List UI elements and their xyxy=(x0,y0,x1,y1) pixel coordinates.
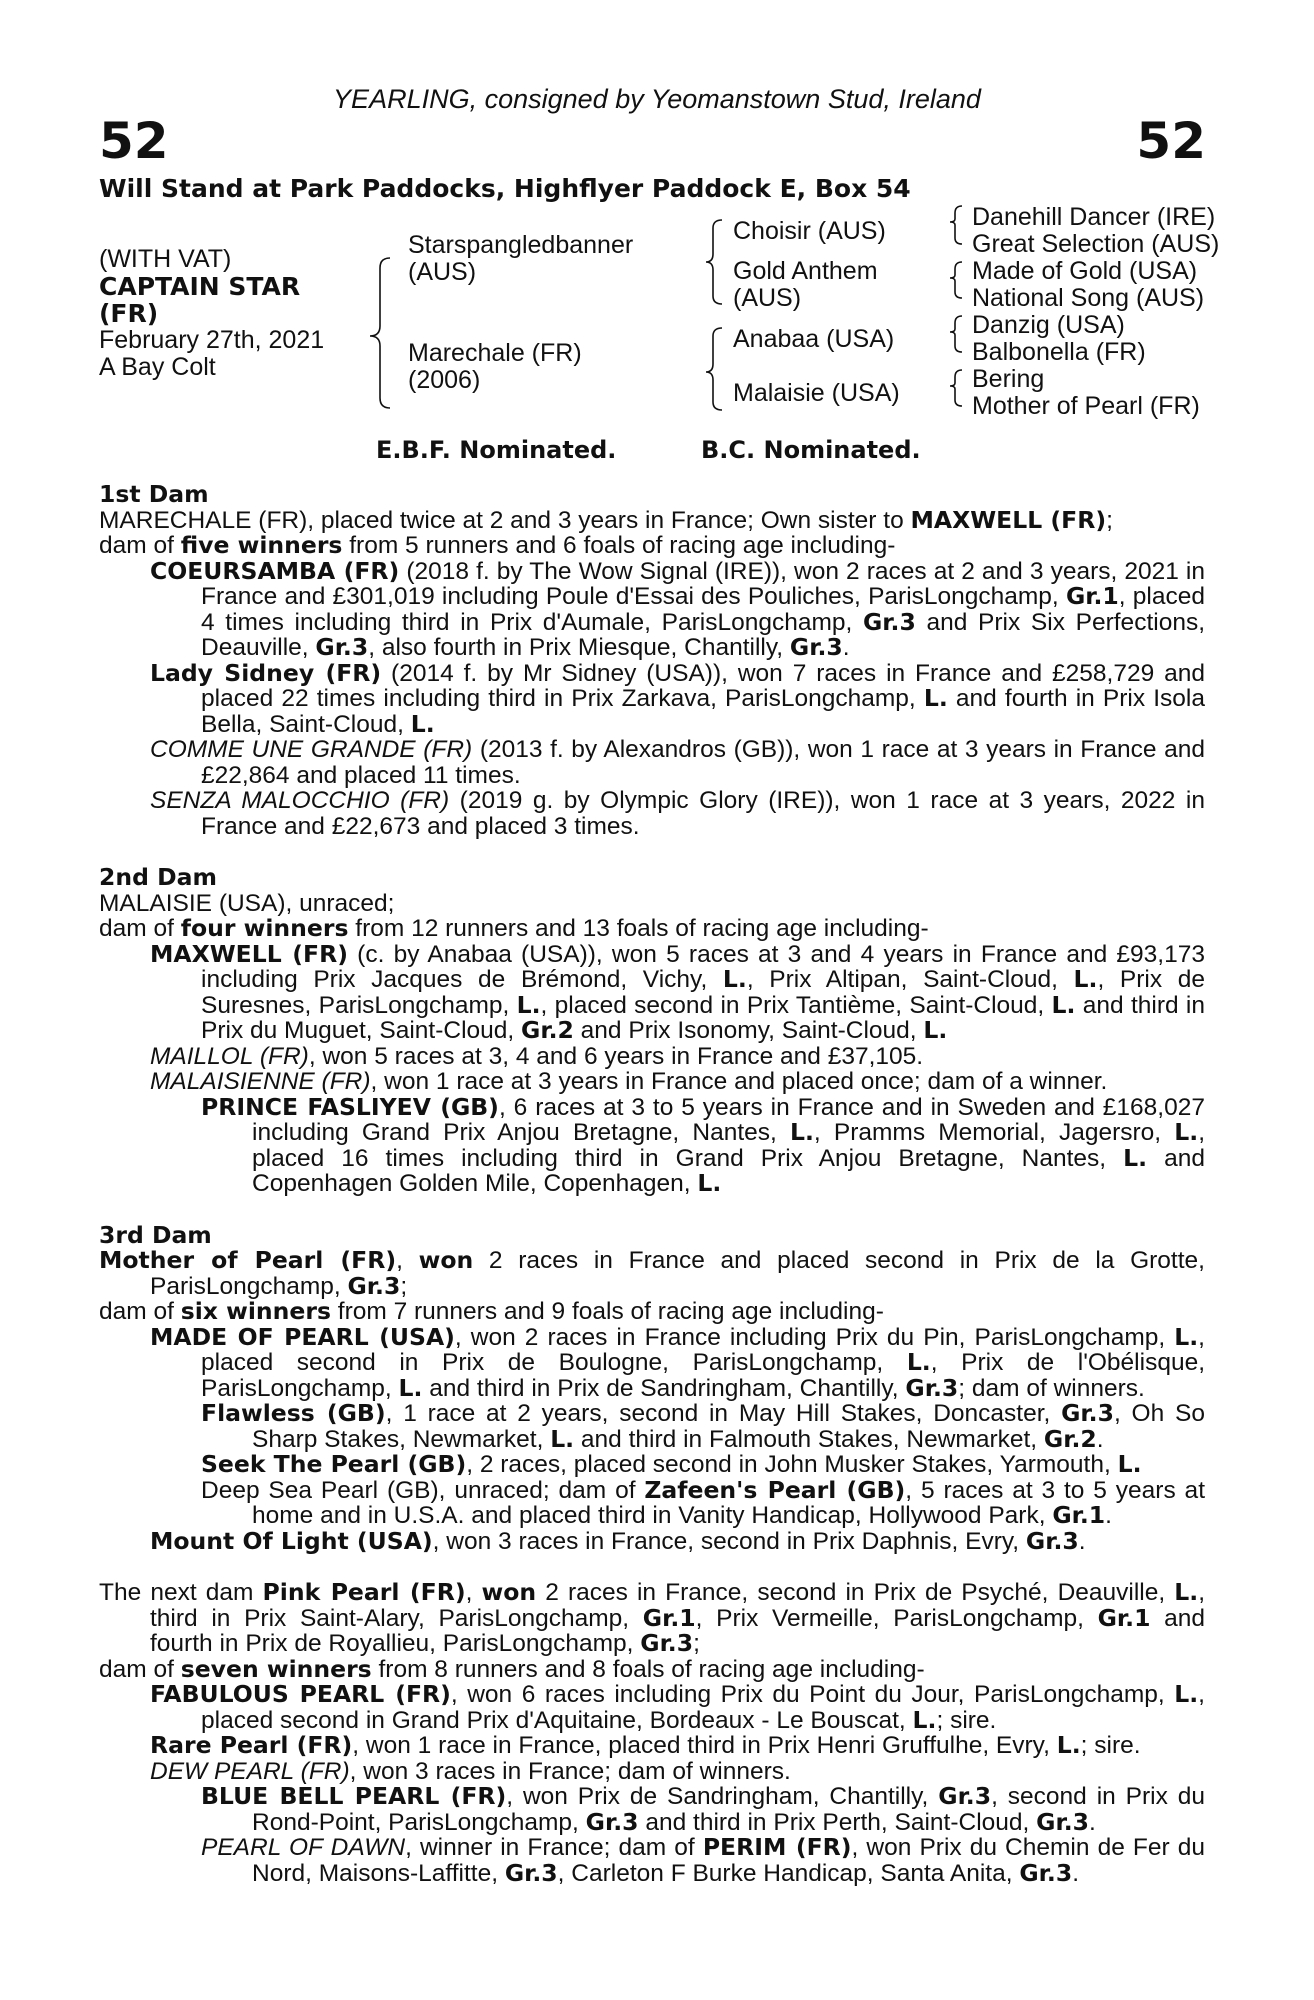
produce-entry xyxy=(201,1092,1206,1197)
bold-run: L. xyxy=(516,990,541,1019)
bold-run: L. xyxy=(697,1169,722,1197)
text-run: and third in Prix de Sandringham, Chantilly, xyxy=(422,1374,906,1402)
bold-run: Flawless (GB) xyxy=(201,1399,386,1427)
bold-run: L. xyxy=(1117,1450,1142,1478)
bold-run: Gr.1 xyxy=(642,1603,696,1632)
text-run: , won 1 race at 3 years in France and placed once; dam of a winner. xyxy=(370,1068,1108,1095)
second-dam-section xyxy=(99,865,1205,1197)
bold-run: L. xyxy=(410,709,435,738)
italic-run: COMME UNE GRANDE (FR) xyxy=(150,736,473,763)
section-heading: 1st Dam xyxy=(99,480,209,508)
sire-dam-country: (AUS) xyxy=(733,284,802,312)
text-run: , 1 race at 2 years, second in May Hill Stakes, Doncaster, xyxy=(385,1400,1062,1427)
produce-entry xyxy=(201,1835,1205,1886)
text-run: , xyxy=(396,1247,419,1274)
text-run: . xyxy=(1072,1859,1079,1887)
bold-run: COEURSAMBA (FR) xyxy=(150,556,400,585)
text-run: . xyxy=(1105,1502,1112,1529)
produce-entry xyxy=(201,1475,1205,1529)
text-run: , won 3 races in France, second in Prix Daphnis, Evry, xyxy=(432,1527,1026,1555)
text-run: , placed second in Prix Tantième, Saint-Cloud, xyxy=(540,991,1052,1019)
bold-run: L. xyxy=(1174,1680,1199,1708)
text-run: . xyxy=(1089,1808,1096,1836)
text-run: , Prix Vermeille, ParisLongchamp, xyxy=(695,1604,1098,1632)
sire-dam-name: Gold Anthem xyxy=(733,257,878,285)
pedigree-dam-dam: Malaisie (USA) xyxy=(733,379,900,407)
text-run: , third in Prix Saint-Alary, ParisLongchamp, xyxy=(150,1579,1205,1632)
text-run: and Copenhagen Golden Mile, Copenhagen, xyxy=(252,1144,1205,1197)
bold-run: L. xyxy=(550,1424,575,1453)
text-run: and fourth in Prix de Royallieu, ParisLongchamp, xyxy=(150,1604,1205,1657)
text-run: and fourth in Prix Isola Bella, Saint-Cloud, xyxy=(201,685,1205,738)
g3-ancestor-7: Bering xyxy=(972,365,1045,393)
produce-list xyxy=(99,1322,1206,1555)
pedigree-sire-sire: Choisir (AUS) xyxy=(733,217,886,245)
text-run: 2 races in France, second in Prix de Psyché, Deauville, xyxy=(536,1579,1175,1606)
text-run: and third in Falmouth Stakes, Newmarket, xyxy=(574,1425,1044,1453)
italic-run: DEW PEARL (FR) xyxy=(150,1757,350,1785)
text-run: , Prix Altipan, Saint-Cloud, xyxy=(746,966,1074,993)
bold-run: L. xyxy=(906,1348,931,1376)
bold-run: Zafeen's Pearl (GB) xyxy=(644,1475,906,1504)
text-run: ; xyxy=(400,1272,408,1300)
text-run: (2014 f. by Mr Sidney (USA)), won 7 races in France and £258,729 and placed 22 times including third in Prix Zarkava, ParisLongchamp, xyxy=(201,659,1205,712)
g3-ancestor-8: Mother of Pearl (FR) xyxy=(972,392,1200,420)
bold-run: Gr.3 xyxy=(905,1373,959,1402)
bold-run: Pink Pearl (FR) xyxy=(262,1578,466,1606)
section-heading: 3rd Dam xyxy=(99,1220,212,1249)
g3-ancestor-4: National Song (AUS) xyxy=(972,284,1205,312)
g3-ancestor-6: Balbonella (FR) xyxy=(972,338,1146,366)
text-run: (2019 g. by Olympic Glory (IRE)), won 1 race at 3 years, 2022 in France and £22,673 and placed 3 times. xyxy=(201,787,1205,840)
text-run: , placed second in Prix de Boulogne, ParisLongchamp, xyxy=(201,1323,1205,1376)
text-run: (2018 f. by The Wow Signal (IRE)), won 2 races at 2 and 3 years, 2021 in France and £301,019 including Poule d'Essai des Pouliches, ParisLongchamp, xyxy=(201,557,1206,610)
bold-run: L. xyxy=(1073,965,1098,993)
bold-run: MAXWELL (FR) xyxy=(150,939,348,968)
text-run: , winner in France; dam of xyxy=(405,1834,703,1861)
italic-run: MAILLOL (FR) xyxy=(150,1042,309,1070)
sire-name: Starspangledbanner xyxy=(408,231,634,259)
produce-entry xyxy=(201,1401,1205,1452)
produce-entry xyxy=(150,1759,1205,1785)
bold-run: Gr.1 xyxy=(1052,1501,1106,1529)
bold-run: Gr.3 xyxy=(347,1271,401,1300)
produce-entry xyxy=(201,1784,1205,1835)
foaling-date: February 27th, 2021 xyxy=(99,326,325,354)
bold-run: Gr.3 xyxy=(938,1782,992,1810)
produce-list xyxy=(99,556,1206,840)
consignor-line: YEARLING, consigned by Yeomanstown Stud, Ireland xyxy=(333,84,981,114)
text-run: (2013 f. by Alexandros (GB)), won 1 race at 3 years in France and £22,864 and placed 11 times. xyxy=(201,736,1205,789)
text-run: , placed 4 times including third in Prix d'Aumale, ParisLongchamp, xyxy=(201,583,1205,636)
text-run: , second in Prix du Rond-Point, ParisLongchamp, xyxy=(252,1783,1205,1836)
text-run: (c. by Anabaa (USA)), won 5 races at 3 and 4 years in France and £93,173 including Prix Jacques de Brémond, Vichy, xyxy=(201,940,1205,993)
text-run: ; xyxy=(693,1630,700,1657)
bold-run: Gr.1 xyxy=(1097,1603,1151,1632)
produce-entry xyxy=(150,939,1205,1044)
text-run: ; sire. xyxy=(936,1706,997,1734)
next-dam-section xyxy=(99,1580,1205,1886)
bold-run: Gr.3 xyxy=(1025,1526,1079,1555)
dam-intro xyxy=(99,1580,1205,1657)
first-dam-section xyxy=(99,482,1205,839)
bold-run: Gr.2 xyxy=(1043,1424,1097,1453)
text-run: , 6 races at 3 to 5 years in France and in Sweden and £168,027 including Grand Prix Anjou Bretagne, Nantes, xyxy=(252,1093,1205,1146)
bold-run: L. xyxy=(1174,1118,1199,1146)
dam-intro: MALAISIE (USA), unraced; xyxy=(99,889,395,917)
text-run: , xyxy=(465,1579,482,1606)
bold-run: FABULOUS PEARL (FR) xyxy=(150,1680,451,1708)
bold-run: L. xyxy=(1051,990,1076,1019)
pedigree-sire xyxy=(408,232,633,286)
dam-produce-summary: dam of five winners from 5 runners and 6 foals of racing age including- xyxy=(99,531,896,559)
text-run: . xyxy=(842,634,850,661)
text-run: 2 races in France and placed second in Prix de la Grotte, ParisLongchamp, xyxy=(150,1247,1205,1300)
bold-run: Gr.3 xyxy=(315,633,369,661)
produce-entry xyxy=(150,658,1205,738)
horse-name-suffix: (FR) xyxy=(99,299,159,328)
produce-entry xyxy=(150,737,1205,788)
ebf-nomination: E.B.F. Nominated. xyxy=(376,436,617,464)
text-run: and Prix Isonomy, Saint-Cloud, xyxy=(573,1017,924,1044)
bold-run: Gr.3 xyxy=(640,1629,694,1657)
bold-run: Mount Of Light (USA) xyxy=(150,1526,433,1555)
bold-run: L. xyxy=(790,1118,814,1146)
bold-run: Gr.1 xyxy=(1065,582,1119,610)
text-run: , placed second in Grand Prix d'Aquitaine, Bordeaux - Le Bouscat, xyxy=(201,1681,1205,1734)
produce-entry xyxy=(150,556,1206,661)
bold-run: Gr.2 xyxy=(521,1016,574,1044)
stabling-location: Will Stand at Park Paddocks, Highflyer Paddock E, Box 54 xyxy=(99,174,911,203)
text-run: , Prix de Suresnes, ParisLongchamp, xyxy=(201,966,1205,1019)
pedigree-dam-sire: Anabaa (USA) xyxy=(733,325,895,353)
dam-intro xyxy=(99,1248,1205,1299)
bold-run: Gr.3 xyxy=(504,1858,558,1887)
bold-run: Gr.3 xyxy=(789,633,843,661)
bold-run: Seek The Pearl (GB) xyxy=(201,1450,467,1478)
dam-produce-summary: dam of seven winners from 8 runners and 8 foals of racing age including- xyxy=(99,1654,925,1683)
text-run: , won Prix du Chemin de Fer du Nord, Maisons-Laffitte, xyxy=(252,1834,1205,1887)
text-run: , placed 16 times including third in Grand Prix Anjou Bretagne, Nantes, xyxy=(252,1119,1206,1172)
text-run: ; dam of winners. xyxy=(958,1374,1145,1402)
bold-run: Rare Pearl (FR) xyxy=(150,1731,353,1759)
bold-run: Gr.3 xyxy=(863,607,916,636)
text-run: and Prix Six Perfections, Deauville, xyxy=(201,608,1205,661)
catalogue-body xyxy=(99,482,1205,1886)
bold-run: L. xyxy=(912,1705,937,1734)
section-heading: 2nd Dam xyxy=(99,863,217,891)
g3-ancestor-2: Great Selection (AUS) xyxy=(972,230,1220,258)
text-run: , Oh So Sharp Stakes, Newmarket, xyxy=(252,1400,1205,1453)
produce-list xyxy=(99,939,1206,1197)
produce-entry xyxy=(150,1069,1205,1095)
dam-name: Marechale (FR) xyxy=(408,339,582,367)
g3-ancestor-1: Danehill Dancer (IRE) xyxy=(972,203,1216,231)
bold-run: PRINCE FASLIYEV (GB) xyxy=(201,1092,499,1121)
bc-nomination: B.C. Nominated. xyxy=(701,436,921,464)
bold-run: Gr.3 xyxy=(1061,1399,1114,1427)
bold-run: L. xyxy=(1174,1578,1199,1606)
pedigree-third-generation xyxy=(972,204,1219,420)
italic-run: MALAISIENNE (FR) xyxy=(150,1068,371,1095)
g3-ancestor-3: Made of Gold (USA) xyxy=(972,257,1198,285)
bold-run: won xyxy=(418,1246,474,1274)
pedigree-sire-dam xyxy=(733,258,878,312)
bold-run: L. xyxy=(1123,1143,1148,1172)
text-run: , won 1 race in France, placed third in Prix Henri Gruffulhe, Evry, xyxy=(352,1732,1057,1759)
text-run: and third in Prix Perth, Saint-Cloud, xyxy=(638,1808,1037,1836)
produce-entry xyxy=(150,1044,1205,1070)
italic-run: PEARL OF DAWN xyxy=(201,1834,406,1861)
dam-produce-summary: dam of four winners from 12 runners and 13 foals of racing age including- xyxy=(99,914,929,942)
text-run: , 2 races, placed second in John Musker Stakes, Yarmouth, xyxy=(466,1451,1118,1478)
text-run: The next dam xyxy=(99,1579,263,1606)
lot-number-left: 52 xyxy=(99,112,169,170)
text-run: , won 2 races in France including Prix du Pin, ParisLongchamp, xyxy=(454,1323,1175,1351)
produce-entry xyxy=(201,1452,1205,1478)
dam-produce-summary: dam of six winners from 7 runners and 9 foals of racing age including- xyxy=(99,1297,884,1325)
dam-year: (2006) xyxy=(408,366,481,394)
text-run: . xyxy=(1096,1425,1104,1453)
bold-run: MADE OF PEARL (USA) xyxy=(150,1322,455,1351)
produce-entry xyxy=(150,788,1205,839)
bold-run: PERIM (FR) xyxy=(702,1833,852,1861)
text-run: , won 6 races including Prix du Point du Jour, ParisLongchamp, xyxy=(450,1681,1175,1708)
produce-list xyxy=(99,1682,1205,1886)
text-run: , won Prix de Sandringham, Chantilly, xyxy=(506,1783,939,1810)
text-run: and third in Prix du Muguet, Saint-Cloud, xyxy=(201,991,1205,1044)
bold-run: BLUE BELL PEARL (FR) xyxy=(201,1782,507,1810)
produce-entry xyxy=(150,1682,1205,1733)
bold-run: Lady Sidney (FR) xyxy=(150,658,382,687)
bold-run: Gr.3 xyxy=(585,1807,639,1836)
g3-ancestor-5: Danzig (USA) xyxy=(972,311,1125,339)
bold-run: L. xyxy=(923,1016,948,1044)
horse-name: CAPTAIN STAR xyxy=(99,272,301,301)
text-run: Deep Sea Pearl (GB), unraced; dam of xyxy=(201,1476,645,1504)
vat-note: (WITH VAT) xyxy=(99,245,232,273)
bold-run: Mother of Pearl (FR) xyxy=(99,1246,397,1274)
text-run: , 5 races at 3 to 5 years at home and in U.S.A. and placed third in Vanity Handicap, Hollywood Park, xyxy=(252,1476,1205,1529)
dam-intro: MARECHALE (FR), placed twice at 2 and 3 years in France; Own sister to MAXWELL (FR); xyxy=(99,505,1113,534)
bold-run: L. xyxy=(923,684,948,712)
text-run: , won 3 races in France; dam of winners. xyxy=(349,1757,791,1785)
bold-run: L. xyxy=(1174,1322,1199,1351)
text-run: , won 5 races at 3, 4 and 6 years in France and £37,105. xyxy=(308,1042,924,1070)
text-run: , also fourth in Prix Miesque, Chantilly, xyxy=(368,634,790,661)
text-run: , Carleton F Burke Handicap, Santa Anita, xyxy=(557,1859,1020,1887)
text-run: . xyxy=(1078,1527,1086,1555)
produce-entry xyxy=(150,1526,1205,1555)
bold-run: Gr.3 xyxy=(1036,1807,1089,1836)
produce-entry xyxy=(150,1733,1205,1759)
bold-run: L. xyxy=(722,965,747,993)
sire-country: (AUS) xyxy=(408,258,477,286)
text-run: , Prix de l'Obélisque, ParisLongchamp, xyxy=(201,1349,1206,1402)
pedigree-dam xyxy=(408,340,582,394)
text-run: ; sire. xyxy=(1080,1732,1141,1759)
produce-entry xyxy=(150,1322,1206,1402)
lot-number-right: 52 xyxy=(1136,112,1206,170)
horse-description: A Bay Colt xyxy=(99,353,216,381)
italic-run: SENZA MALOCCHIO (FR) xyxy=(150,787,450,814)
bold-run: L. xyxy=(398,1373,423,1402)
bold-run: won xyxy=(481,1578,537,1606)
bold-run: Gr.3 xyxy=(1019,1858,1073,1887)
bold-run: L. xyxy=(1056,1731,1081,1759)
text-run: , Pramms Memorial, Jagersro, xyxy=(813,1119,1175,1146)
third-dam-section xyxy=(99,1220,1206,1555)
